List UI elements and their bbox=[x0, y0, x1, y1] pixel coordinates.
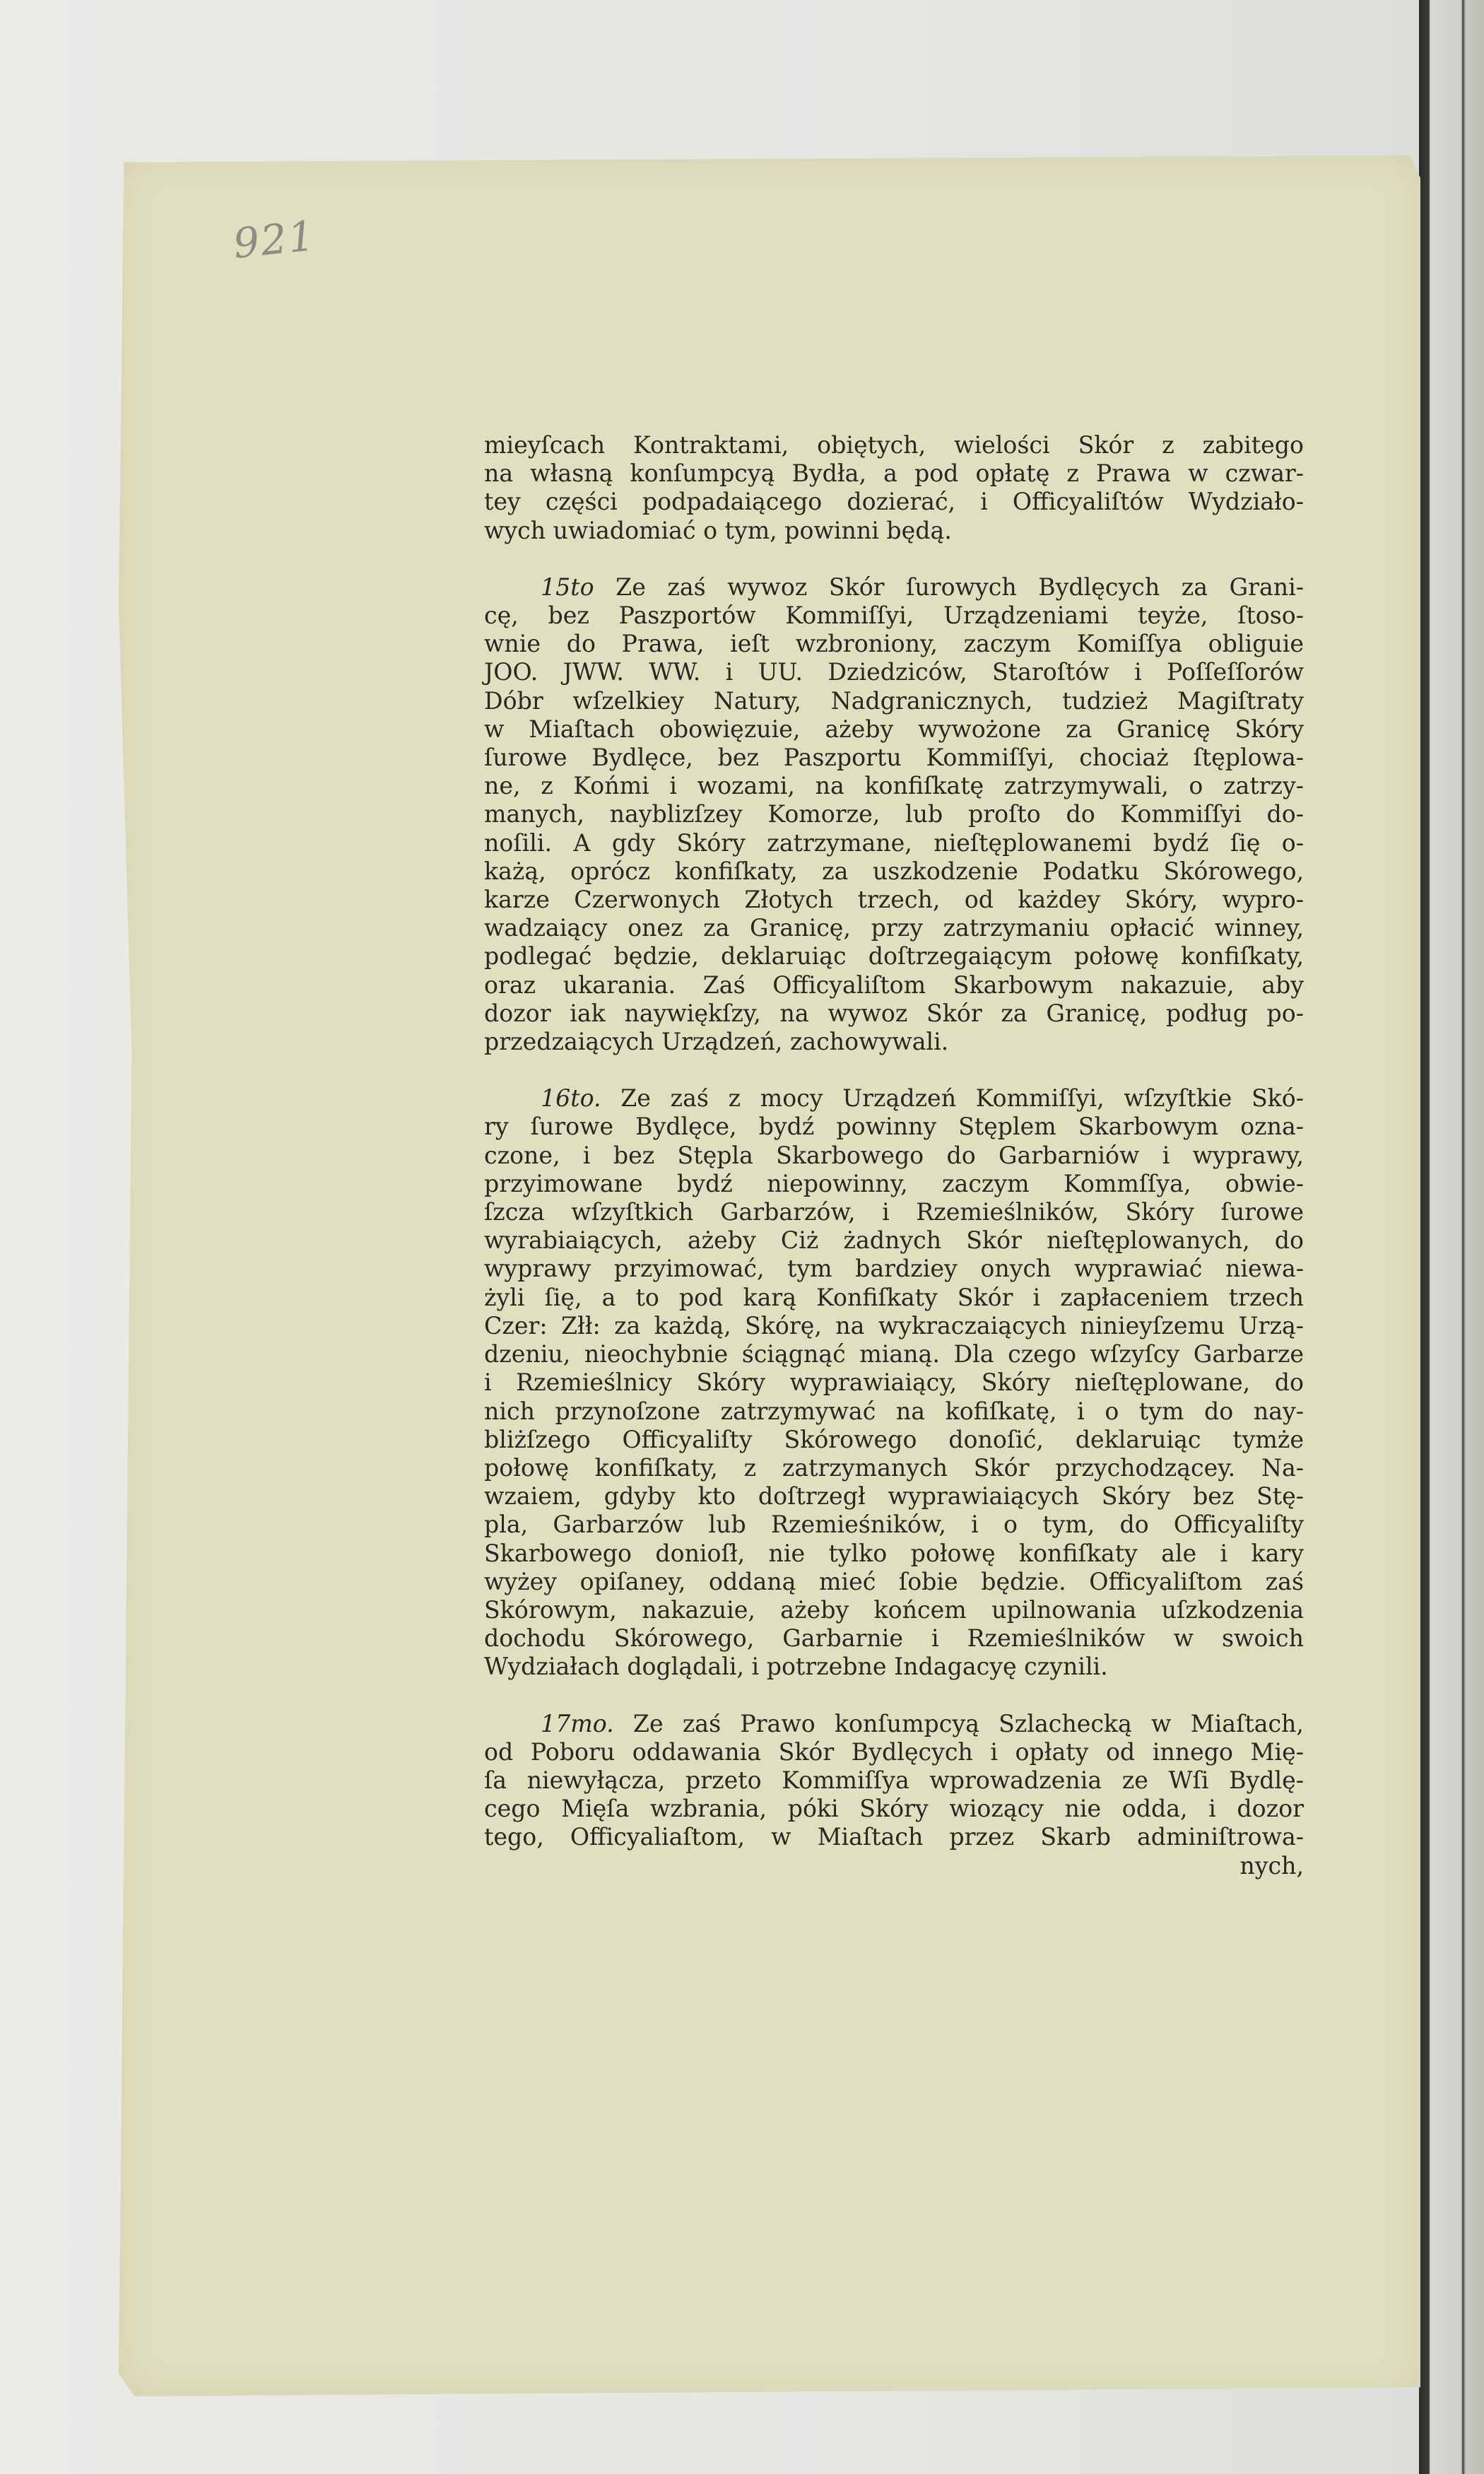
text-line: podlegać będzie, deklaruiąc doſtrzegaiącym połowę konfiſkaty, bbox=[484, 942, 1304, 971]
text-line: ne, z Końmi i wozami, na konfiſkatę zatrzymywali, o zatrzy- bbox=[484, 772, 1304, 800]
paragraph-14-continuation bbox=[484, 431, 1304, 545]
text-line: 16to. Ze zaś z mocy Urządzeń Kommiſſyi, wſzyſtkie Skó- bbox=[541, 1084, 1304, 1113]
text-line: cę, bez Paszportów Kommiſſyi, Urządzeniami teyże, ſtoso- bbox=[484, 602, 1304, 630]
text-line: żyli ſię, a to pod karą Konfiſkaty Skór i zapłaceniem trzech bbox=[484, 1283, 1304, 1311]
text-line: wyprawy przyimować, tym bardziey onych wyprawiać niewa- bbox=[484, 1255, 1304, 1283]
text-line: ry ſurowe Bydlęce, bydź powinny Stęplem Skarbowym ozna- bbox=[484, 1113, 1304, 1141]
text-line: ſa niewyłącza, przeto Kommiſſya wprowadzenia ze Wſi Bydlę- bbox=[484, 1766, 1304, 1794]
text-line: ſzcza wſzyſtkich Garbarzów, i Rzemieślników, Skóry ſurowe bbox=[484, 1198, 1304, 1226]
text-line: każą, oprócz konfiſkaty, za uszkodzenie Podatku Skórowego, bbox=[484, 857, 1304, 885]
text-line: wyżey opiſaney, oddaną mieć ſobie będzie. Officyaliſtom zaś bbox=[484, 1567, 1304, 1595]
paragraph-number: 16to. bbox=[541, 1084, 601, 1113]
text-line: mieyſcach Kontraktami, obiętych, wielości Skór z zabitego bbox=[484, 431, 1304, 459]
text-line: wadzaiący onez za Granicę, przy zatrzymaniu opłacić winney, bbox=[484, 914, 1304, 942]
text-line: tey części podpadaiącego dozierać, i Officyaliſtów Wydziało- bbox=[484, 488, 1304, 516]
text-line: oraz ukarania. Zaś Officyaliſtom Skarbowym nakazuie, aby bbox=[484, 971, 1304, 999]
text-line: cego Mięſa wzbrania, póki Skóry wiozący nie odda, i dozor bbox=[484, 1795, 1304, 1823]
text-line: Skarbowego donioſł, nie tylko połowę konfiſkaty ale i kary bbox=[484, 1539, 1304, 1567]
text-line: bliżſzego Officyaliſty Skórowego donoſić, deklaruiąc tymże bbox=[484, 1425, 1304, 1453]
text-line: manych, nayblizſzey Komorze, lub proſto do Kommiſſyi do- bbox=[484, 800, 1304, 828]
paragraph-number: 15to bbox=[541, 573, 594, 601]
text-line: ſurowe Bydlęce, bez Paszportu Kommiſſyi, chociaż ſtęplowa- bbox=[484, 744, 1304, 772]
text-line: Dóbr wſzelkiey Natury, Nadgranicznych, tudzież Magiſtraty bbox=[484, 686, 1304, 715]
text-line: nich przynoſzone zatrzymywać na kofiſkatę, i o tym do nay- bbox=[484, 1397, 1304, 1425]
text-line: pla, Garbarzów lub Rzemieśników, i o tym, do Officyaliſty bbox=[484, 1511, 1304, 1539]
text-line: i Rzemieślnicy Skóry wyprawiaiący, Skóry nieſtęplowane, do bbox=[484, 1368, 1304, 1397]
text-line: dochodu Skórowego, Garbarnie i Rzemieślników w swoich bbox=[484, 1624, 1304, 1653]
text-line: w Miaſtach obowięzuie, ażeby wywożone za Granicę Skóry bbox=[484, 715, 1304, 743]
paragraph-16 bbox=[484, 1084, 1304, 1681]
text-line: noſili. A gdy Skóry zatrzymane, nieſtęplowanemi bydź ſię o- bbox=[484, 828, 1304, 857]
text-line: od Poboru oddawania Skór Bydlęcych i opłaty od innego Mię- bbox=[484, 1737, 1304, 1766]
text-line: połowę konfiſkaty, z zatrzymanych Skór przychodzącey. Na- bbox=[484, 1453, 1304, 1482]
paragraph-17 bbox=[484, 1710, 1304, 1880]
text-line: JOO. JWW. WW. i UU. Dziedziców, Staroſtów i Poſſeſſorów bbox=[484, 658, 1304, 686]
text-line: Skórowym, nakazuie, ażeby końcem upilnowania uſzkodzenia bbox=[484, 1595, 1304, 1624]
folio-number: 921 bbox=[230, 211, 318, 268]
text-line: przedzaiących Urządzeń, zachowywali. bbox=[484, 1028, 949, 1056]
text-line: wyrabiaiących, ażeby Ciż żadnych Skór nieſtęplowanych, do bbox=[484, 1226, 1304, 1255]
document-body bbox=[484, 431, 1304, 1880]
paragraph-15 bbox=[484, 573, 1304, 1056]
text-line: 15to Ze zaś wywoz Skór ſurowych Bydlęcych za Grani- bbox=[541, 573, 1304, 601]
book-spine bbox=[1419, 0, 1484, 2474]
text-line: Czer: Złł: za każdą, Skórę, na wykraczaiących ninieyſzemu Urzą- bbox=[484, 1311, 1304, 1339]
text-line: przyimowane bydź niepowinny, zaczym Kommſſya, obwie- bbox=[484, 1169, 1304, 1197]
text-line: 17mo. Ze zaś Prawo konſumpcyą Szlachecką w Miaſtach, bbox=[541, 1709, 1304, 1737]
text-line: wnie do Prawa, ieſt wzbroniony, zaczym Komiſſya obliguie bbox=[484, 630, 1304, 658]
text-line: dzeniu, nieochybnie ściągnąć mianą. Dla czego wſzyſcy Garbarze bbox=[484, 1340, 1304, 1368]
text-line: wzaiem, gdyby kto doſtrzegł wyprawiaiących Skóry bez Stę- bbox=[484, 1482, 1304, 1511]
paragraph-number: 17mo. bbox=[541, 1709, 614, 1737]
text-line: dozor iak naywiękſzy, na wywoz Skór za Granicę, podług po- bbox=[484, 999, 1304, 1027]
text-line: na własną konſumpcyą Bydła, a pod opłatę z Prawa w czwar- bbox=[484, 459, 1304, 488]
text-line: Wydziałach doglądali, i potrzebne Indagacyę czynili. bbox=[484, 1653, 1108, 1681]
catchword: nych, bbox=[1239, 1851, 1304, 1880]
text-line: karze Czerwonych Złotych trzech, od każdey Skóry, wypro- bbox=[484, 886, 1304, 914]
text-line: tego, Officyaliaſtom, w Miaſtach przez Skarb adminiſtrowa- bbox=[484, 1823, 1304, 1851]
text-line: wych uwiadomiać o tym, powinni będą. bbox=[484, 516, 952, 544]
text-line: czone, i bez Stępla Skarbowego do Garbarniów i wyprawy, bbox=[484, 1141, 1304, 1169]
